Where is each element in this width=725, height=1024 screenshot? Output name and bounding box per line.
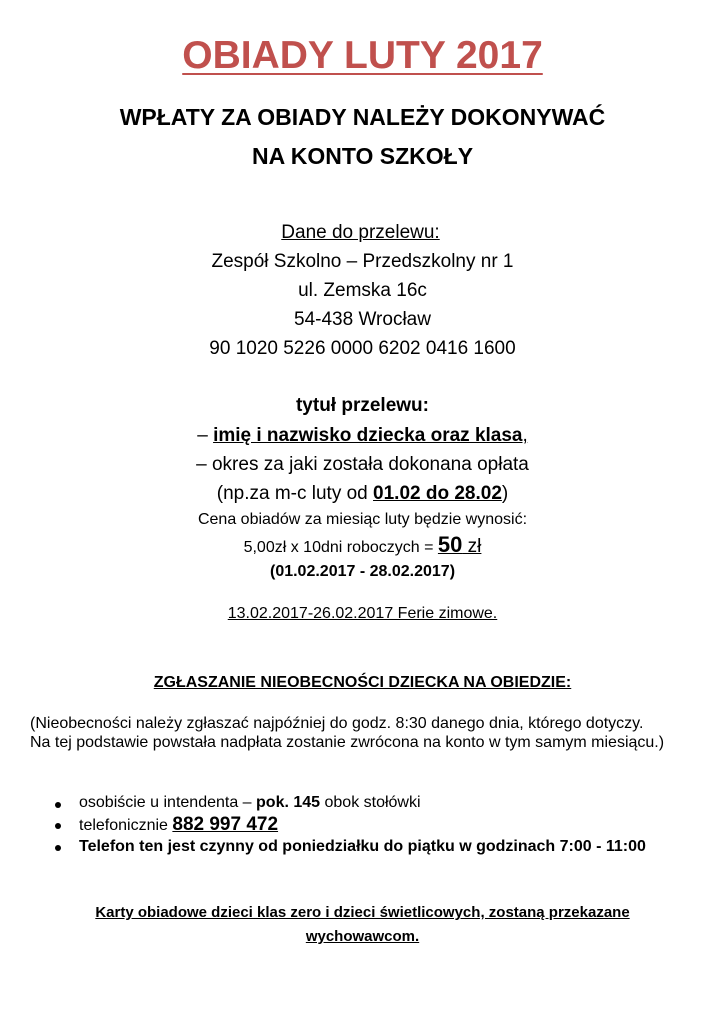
transfer-heading-text: Dane do przelewu:	[281, 222, 440, 243]
absence-info-line-1: (Nieobecności należy zgłaszać najpóźniej do godz. 8:30 danego dnia, którego dotyczy.	[30, 715, 644, 732]
transfer-account: 90 1020 5226 0000 6202 0416 1600	[209, 338, 516, 359]
price-calc: 5,00zł x 10dni roboczych =	[243, 539, 438, 556]
holidays-note	[0, 605, 725, 623]
price-amount-wrap	[437, 532, 482, 557]
absence-heading	[0, 674, 725, 692]
transfer-title-item-3	[0, 483, 725, 505]
absence-heading-text: ZGŁASZANIE NIEOBECNOŚCI DZIECKA NA OBIEDZIE:	[153, 674, 572, 691]
price-period: (01.02.2017 - 28.02.2017)	[269, 563, 456, 580]
transfer-title-item-2: – okres za jaki została dokonana opłata	[196, 454, 529, 475]
bullet-dot	[55, 823, 61, 829]
item-1-dash: –	[197, 425, 214, 446]
subtitle-line-1: WPŁATY ZA OBIADY NALEŻY DOKONYWAĆ	[119, 104, 606, 130]
bullet-dot	[55, 802, 61, 808]
transfer-recipient: Zespół Szkolno – Przedszkolny nr 1	[211, 251, 514, 272]
item-1-end: ,	[522, 425, 528, 446]
item-1-bold: imię i nazwisko dziecka oraz klasa	[213, 425, 523, 446]
footer-line-2: wychowawcom.	[305, 928, 420, 945]
bullet-1-post: obok stołówki	[320, 794, 421, 811]
bullet-phone-hours-text: Telefon ten jest czynny od poniedziałku do piątku w godzinach 7:00 - 11:00	[79, 838, 646, 855]
price-amount: 50	[437, 532, 463, 557]
transfer-heading	[0, 222, 725, 244]
bullet-1-pre: osobiście u intendenta –	[79, 794, 257, 811]
absence-info-line-2: Na tej podstawie powstała nadpłata zostanie zwrócona na konto w tym samym miesiącu.)	[30, 734, 665, 751]
bullet-in-person-text	[79, 794, 421, 812]
holidays-text: 13.02.2017-26.02.2017 Ferie zimowe.	[227, 605, 498, 622]
subtitle-line-2: NA KONTO SZKOŁY	[251, 143, 474, 169]
price-currency: zł	[462, 536, 482, 557]
transfer-city: 54-438 Wrocław	[294, 309, 431, 330]
item-3-dates: 01.02 do 28.02	[373, 483, 502, 504]
price-line-2	[0, 532, 725, 558]
price-line-1: Cena obiadów za miesiąc luty będzie wynosić:	[197, 511, 528, 528]
footer-line-1: Karty obiadowe dzieci klas zero i dzieci świetlicowych, zostaną przekazane	[95, 904, 630, 921]
transfer-title-heading: tytuł przelewu:	[295, 395, 429, 416]
transfer-title-item-1	[0, 425, 725, 447]
page-title: OBIADY LUTY 2017	[182, 34, 543, 77]
transfer-street: ul. Zemska 16c	[298, 280, 427, 301]
item-3-end: )	[501, 483, 509, 504]
bullet-phone-text	[79, 814, 278, 836]
bullet-2-pre: telefonicznie	[79, 817, 173, 834]
item-3-pre: (np.za m-c luty od	[216, 483, 374, 504]
bullet-dot	[55, 845, 61, 851]
phone-number: 882 997 472	[172, 814, 279, 835]
room-number: pok. 145	[256, 794, 321, 811]
